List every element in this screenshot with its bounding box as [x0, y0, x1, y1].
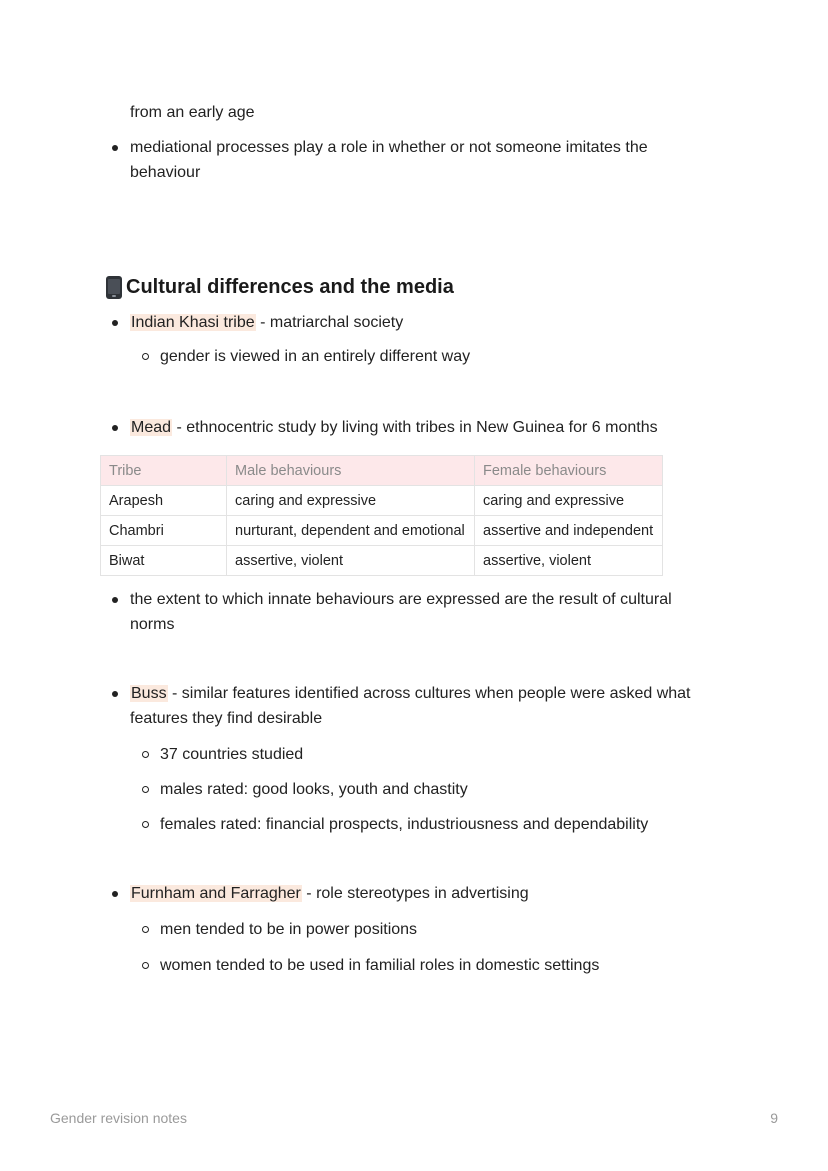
mediational-text-line-2: behaviour: [130, 164, 201, 181]
buss-desc-line-2: features they find desirable: [130, 710, 323, 727]
sub-bullet: [142, 821, 149, 828]
table-header-cell: Tribe: [101, 456, 227, 486]
sub-bullet: [142, 751, 149, 758]
table-row: [101, 546, 663, 576]
mead-item: [130, 415, 658, 440]
table-cell: assertive and independent: [475, 516, 663, 546]
buss-sub-item: 37 countries studied: [160, 746, 304, 763]
furnham-desc: - role stereotypes in advertising: [301, 885, 529, 902]
furnham-sub-item: men tended to be in power positions: [160, 921, 418, 938]
buss-highlight: Buss: [131, 685, 167, 702]
bullet: [112, 145, 118, 151]
table-cell: assertive, violent: [475, 546, 663, 576]
bullet: [112, 425, 118, 431]
page-number: 9: [770, 1110, 778, 1126]
table-cell: assertive, violent: [227, 546, 475, 576]
bullet: [112, 597, 118, 603]
bullet: [112, 320, 118, 326]
sub-bullet: [142, 786, 149, 793]
table-cell: Chambri: [101, 516, 227, 546]
table-cell: caring and expressive: [475, 486, 663, 516]
furnham-item: [130, 881, 529, 906]
table-cell: Biwat: [101, 546, 227, 576]
furnham-sub-item: women tended to be used in familial roles in domestic settings: [160, 957, 600, 974]
innate-text-line-2: norms: [130, 616, 175, 633]
bullet: [112, 891, 118, 897]
innate-text-line-1: the extent to which innate behaviours are expressed are the result of cultural: [130, 591, 672, 608]
footer-title: Gender revision notes: [50, 1110, 187, 1126]
mediational-text-line-1: mediational processes play a role in whether or not someone imitates the: [130, 139, 648, 156]
table-cell: Arapesh: [101, 486, 227, 516]
khasi-item: [130, 310, 403, 335]
tribe-behaviours-table: [100, 455, 663, 576]
khasi-desc: - matriarchal society: [255, 314, 404, 331]
table-header-cell: Male behaviours: [227, 456, 475, 486]
intro-continuation-text: from an early age: [130, 104, 255, 121]
khasi-highlight: Indian Khasi tribe: [131, 314, 255, 331]
sub-bullet: [142, 962, 149, 969]
buss-desc: - similar features identified across cultures when people were asked what: [167, 685, 691, 702]
table-cell: nurturant, dependent and emotional: [227, 516, 475, 546]
sub-bullet: [142, 353, 149, 360]
section-heading: [104, 274, 454, 300]
table-row: [101, 516, 663, 546]
buss-sub-item: males rated: good looks, youth and chastity: [160, 781, 468, 798]
bullet: [112, 691, 118, 697]
buss-item: [130, 681, 691, 706]
mead-desc: - ethnocentric study by living with tribes in New Guinea for 6 months: [172, 419, 658, 436]
mobile-phone-icon: [106, 276, 122, 299]
table-cell: caring and expressive: [227, 486, 475, 516]
khasi-sub-item: gender is viewed in an entirely different way: [160, 348, 471, 365]
table-header-row: [101, 456, 663, 486]
table-header-cell: Female behaviours: [475, 456, 663, 486]
table-row: [101, 486, 663, 516]
furnham-highlight: Furnham and Farragher: [131, 885, 301, 902]
mead-highlight: Mead: [131, 419, 172, 436]
sub-bullet: [142, 926, 149, 933]
section-heading-text: Cultural differences and the media: [126, 276, 454, 298]
buss-sub-item: females rated: financial prospects, industriousness and dependability: [160, 816, 649, 833]
